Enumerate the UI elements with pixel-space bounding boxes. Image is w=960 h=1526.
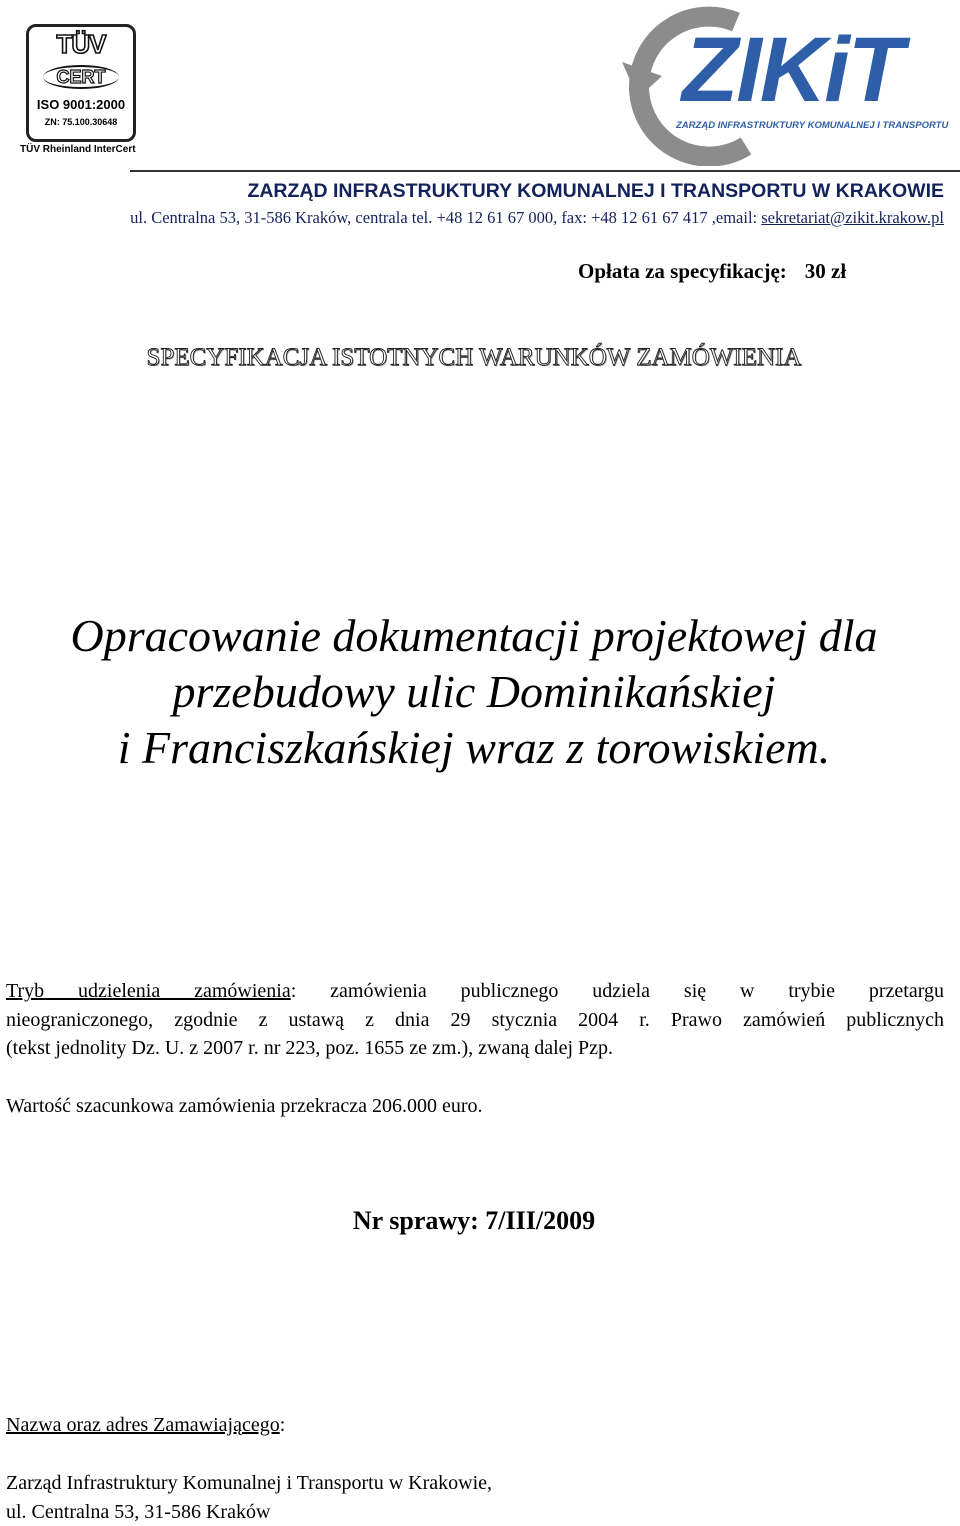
- header-divider: [130, 170, 960, 172]
- procedure-line: (tekst jednolity Dz. U. z 2007 r. nr 223, poz. 1655 ze zm.), zwaną dalej Pzp.: [6, 1037, 614, 1059]
- fee-label: Opłata za specyfikację:: [578, 259, 787, 283]
- zikit-logo-word: ZIKiT: [682, 19, 902, 121]
- tuv-logo-iso: ISO 9001:2000: [36, 97, 126, 112]
- tuv-logo-cert: CERT: [43, 65, 119, 89]
- organization-address: [0, 208, 944, 228]
- heading-colon: :: [279, 1414, 286, 1436]
- procedure-line: nieograniczonego, zgodnie z ustawą z dnia 29 stycznia 2004 r. Prawo zamówień publicznych: [6, 1008, 944, 1031]
- document-title: SPECYFIKACJA ISTOTNYCH WARUNKÓW ZAMÓWIENIA: [146, 344, 802, 371]
- tuv-cert-logo: [20, 20, 136, 160]
- authority-name: Zarząd Infrastruktury Komunalnej i Transportu w Krakowie,: [6, 1472, 492, 1494]
- specification-fee: [578, 259, 846, 284]
- tuv-logo-title: TÜV: [56, 29, 106, 59]
- zikit-logo-subtitle: ZARZĄD INFRASTRUKTURY KOMUNALNEJ I TRANSPORTU: [676, 120, 949, 131]
- subject-line: Opracowanie dokumentacji projektowej dla: [70, 610, 878, 661]
- procedure-line: [6, 977, 944, 1006]
- tuv-logo-frame: [26, 24, 136, 142]
- contracting-authority-details: [6, 1469, 944, 1526]
- contracting-authority-heading: [6, 1411, 944, 1440]
- organization-name: ZARZĄD INFRASTRUKTURY KOMUNALNEJ I TRANSPORTU W KRAKOWIE: [247, 180, 944, 202]
- zikit-logo: [618, 6, 958, 166]
- tuv-logo-zn: ZN: 75.100.30648: [44, 117, 118, 127]
- contract-subject: [0, 608, 948, 776]
- procedure-label: Tryb udzielenia zamówienia: [6, 980, 291, 1002]
- case-number: Nr sprawy: 7/III/2009: [352, 1206, 596, 1235]
- tuv-logo-footer: TÜV Rheinland InterCert: [20, 144, 136, 155]
- procedure-paragraph: [6, 977, 944, 1063]
- procedure-text: : zamówienia publicznego udziela się w trybie przetargu: [290, 980, 944, 1002]
- authority-address: ul. Centralna 53, 31-586 Kraków: [6, 1500, 271, 1523]
- subject-line: i Franciszkańskiej wraz z torowiskiem.: [117, 722, 831, 773]
- fee-value: 30 zł: [804, 259, 847, 283]
- contracting-authority-label: Nazwa oraz adres Zamawiającego: [6, 1414, 280, 1436]
- address-text: ul. Centralna 53, 31-586 Kraków, centrala tel. +48 12 61 67 000, fax: +48 12 61 67 417 ,email:: [130, 208, 762, 227]
- estimated-value-note: Wartość szacunkowa zamówienia przekracza 206.000 euro.: [6, 1095, 483, 1117]
- email-link[interactable]: sekretariat@zikit.krakow.pl: [761, 208, 944, 227]
- subject-line: przebudowy ulic Dominikańskiej: [172, 666, 776, 717]
